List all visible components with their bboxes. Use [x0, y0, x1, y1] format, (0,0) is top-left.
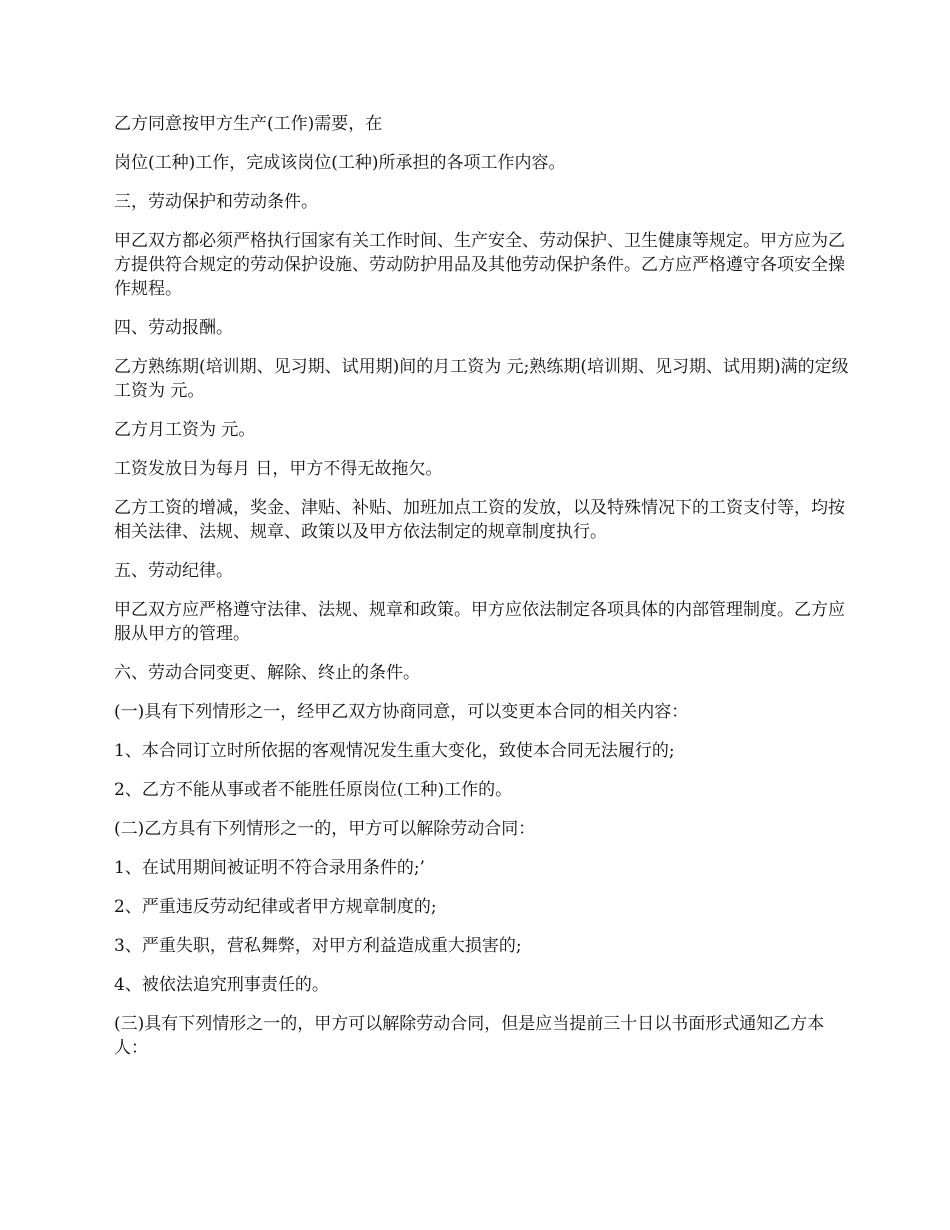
section-heading-6: 六、劳动合同变更、解除、终止的条件。: [114, 663, 420, 683]
paragraph-7: 乙方月工资为 元。: [114, 420, 256, 440]
paragraph-8: 工资发放日为每月 日，甲方不得无故拖欠。: [114, 459, 443, 479]
paragraph-11: 甲乙双方应严格遵守法律、法规、规章和政策。甲方应依法制定各项具体的内部管理制度。乙方应服从甲方的管理。: [114, 600, 845, 644]
paragraph-4: 甲乙双方都必须严格执行国家有关工作时间、生产安全、劳动保护、卫生健康等规定。甲方应为乙方提供符合规定的劳动保护设施、劳动防护用品及其他劳动保护条件。乙方应严格遵守各项安全操作规程。: [114, 231, 845, 299]
list-item-5: 3、严重失职，营私舞弊，对甲方利益造成重大损害的;: [114, 936, 522, 956]
list-item-1: 1、本合同订立时所依据的客观情况发生重大变化，致使本合同无法履行的;: [114, 741, 675, 761]
paragraph-2: 岗位(工种)工作，完成该岗位(工种)所承担的各项工作内容。: [114, 153, 566, 173]
list-item-2: 2、乙方不能从事或者不能胜任原岗位(工种)工作的。: [114, 780, 513, 800]
paragraph-9: 乙方工资的增减，奖金、津贴、补贴、加班加点工资的发放，以及特殊情况下的工资支付等，均按相关法律、法规、规章、政策以及甲方依法制定的规章制度执行。: [114, 498, 845, 542]
section-heading-3: 三，劳动保护和劳动条件。: [114, 192, 318, 212]
subsection-2: (二)乙方具有下列情形之一的，甲方可以解除劳动合同：: [114, 819, 536, 839]
document-body: [114, 112, 854, 1075]
section-heading-5: 五、劳动纪律。: [114, 561, 233, 581]
paragraph-1: 乙方同意按甲方生产(工作)需要，在: [114, 114, 383, 134]
subsection-1: (一)具有下列情形之一，经甲乙双方协商同意，可以变更本合同的相关内容：: [114, 702, 689, 722]
subsection-3: (三)具有下列情形之一的，甲方可以解除劳动合同，但是应当提前三十日以书面形式通知乙方本人：: [114, 1014, 825, 1058]
section-heading-4: 四、劳动报酬。: [114, 318, 233, 338]
list-item-4: 2、严重违反劳动纪律或者甲方规章制度的;: [114, 897, 437, 917]
paragraph-6: 乙方熟练期(培训期、见习期、试用期)间的月工资为 元;熟练期(培训期、见习期、试用期)满的定级工资为 元。: [114, 357, 849, 401]
list-item-3: 1、在试用期间被证明不符合录用条件的;’: [114, 858, 425, 878]
list-item-6: 4、被依法追究刑事责任的。: [114, 975, 329, 995]
